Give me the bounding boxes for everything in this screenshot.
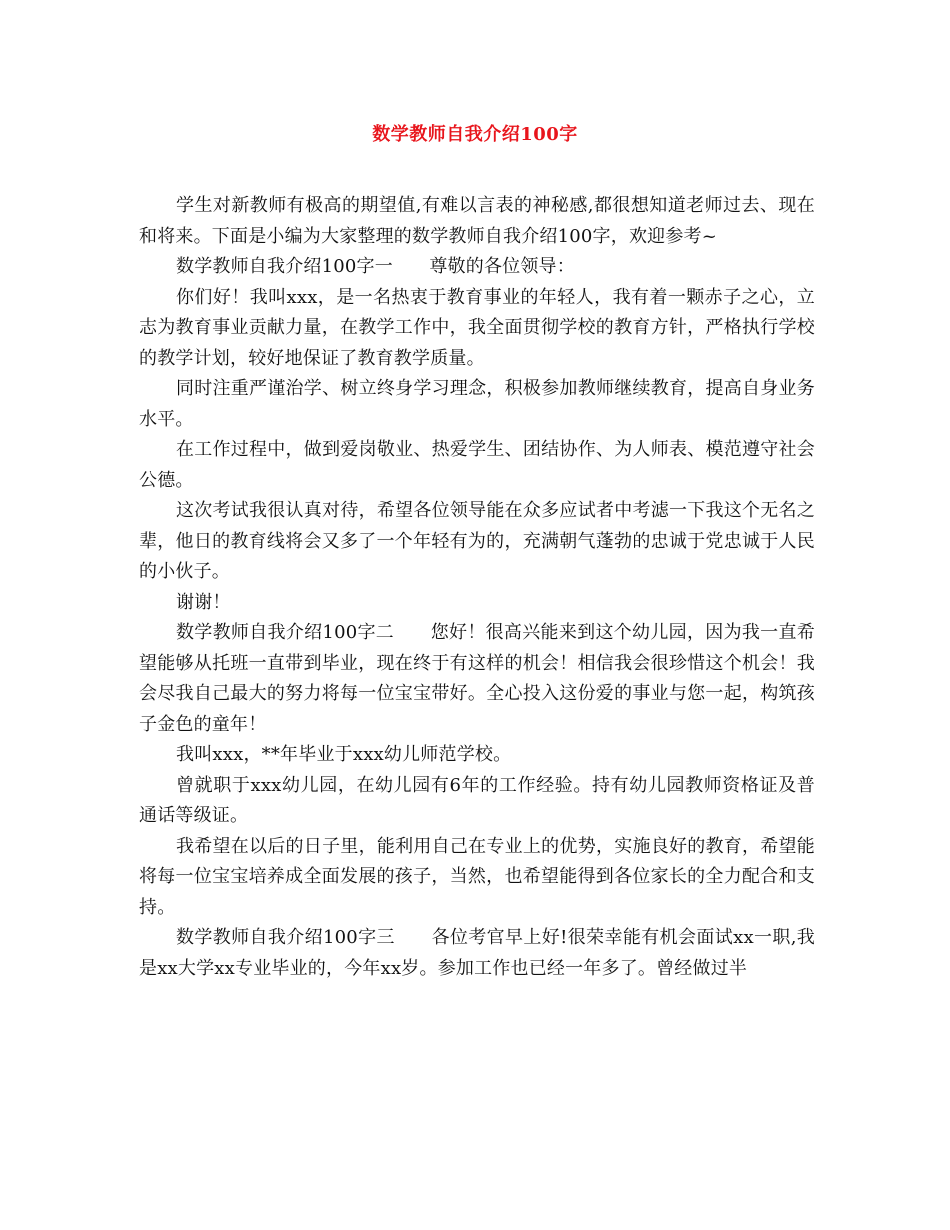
thanks-paragraph: 谢谢！ — [176, 591, 231, 613]
section-two-paragraph: 数学教师自我介绍100字二 您好！很高兴能来到这个幼儿园，因为我一直希望能够从托班一直带到毕业，现在终于有这样的机会！相信我会很珍惜这个机会！我会尽我自己最大的努力将每一位宝宝带好。全心投入这份爱的事业与您一起，构筑孩子金色的童年！ — [139, 622, 815, 735]
section-three-paragraph: 数学教师自我介绍100字三 各位考官早上好!很荣幸能有机会面试xx一职,我是xx大学xx专业毕业的，今年xx岁。参加工作也已经一年多了。曾经做过半 — [139, 927, 815, 979]
body-paragraph: 你们好！我叫xxx，是一名热衷于教育事业的年轻人，我有着一颗赤子之心，立志为教育事业贡献力量，在教学工作中，我全面贯彻学校的教育方针，严格执行学校的教学计划，较好地保证了教育教学质量。 — [139, 286, 815, 369]
document-body — [139, 191, 815, 984]
intro-paragraph: 学生对新教师有极高的期望值,有难以言表的神秘感,都很想知道老师过去、现在和将来。下面是小编为大家整理的数学教师自我介绍100字，欢迎参考~ — [139, 195, 815, 247]
document-title: 数学教师自我介绍100字 — [372, 124, 578, 145]
section-one-heading: 数学教师自我介绍100字一 尊敬的各位领导： — [176, 256, 575, 277]
body-paragraph: 同时注重严谨治学、树立终身学习理念，积极参加教师继续教育，提高自身业务水平。 — [139, 378, 815, 430]
body-paragraph: 这次考试我很认真对待，希望各位领导能在众多应试者中考滤一下我这个无名之辈，他日的教育线将会又多了一个年轻有为的，充满朝气蓬勃的忠诚于党忠诚于人民的小伙子。 — [139, 500, 815, 582]
body-paragraph: 我叫xxx，**年毕业于xxx幼儿师范学校。 — [176, 744, 512, 765]
body-paragraph: 在工作过程中，做到爱岗敬业、热爱学生、团结协作、为人师表、模范遵守社会公德。 — [139, 439, 815, 491]
body-paragraph: 曾就职于xxx幼儿园，在幼儿园有6年的工作经验。持有幼儿园教师资格证及普通话等级证。 — [139, 774, 815, 826]
body-paragraph: 我希望在以后的日子里，能利用自己在专业上的优势，实施良好的教育，希望能将每一位宝宝培养成全面发展的孩子，当然，也希望能得到各位家长的全力配合和支持。 — [139, 835, 815, 918]
